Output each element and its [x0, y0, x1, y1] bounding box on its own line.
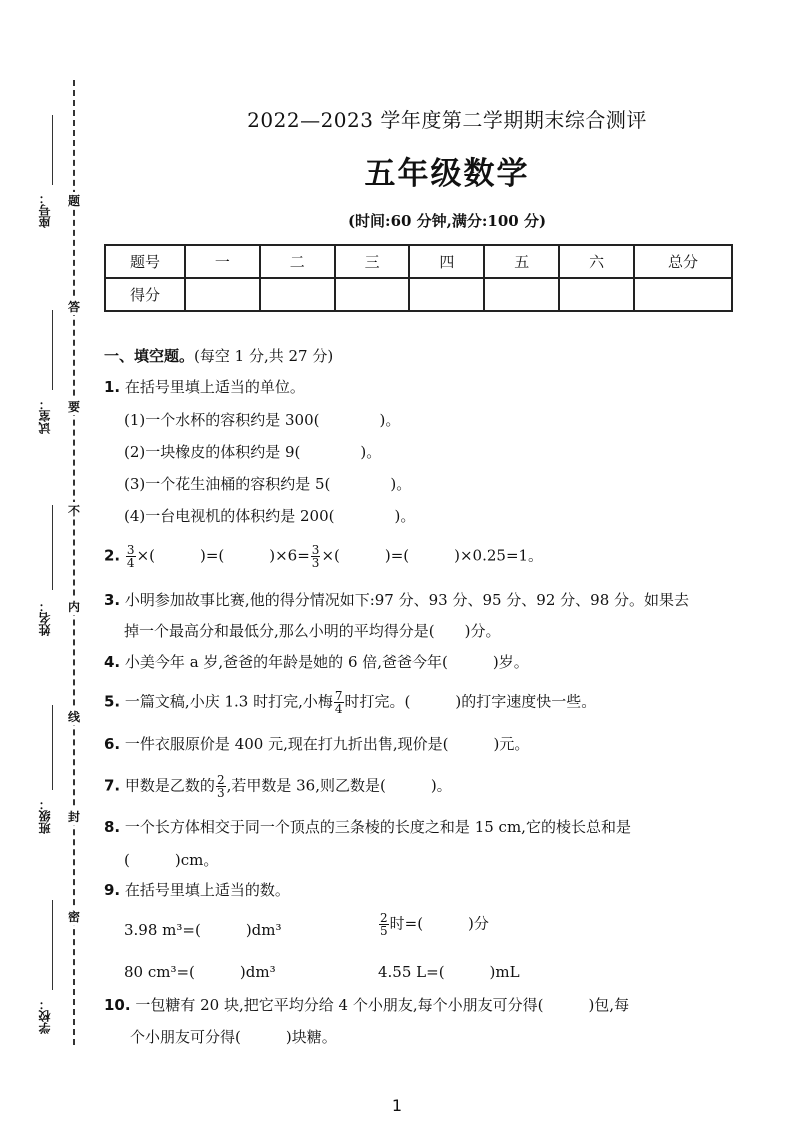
question-number: 8.: [104, 818, 121, 836]
question-text: ,若甲数是 36,则乙数是( )。: [226, 776, 452, 795]
question-text: 时=( )分: [389, 914, 489, 933]
score-cell: 三: [335, 245, 410, 278]
page-number: 1: [391, 1096, 403, 1115]
school-underline: [52, 900, 53, 990]
question-text: 甲数是乙数的: [124, 776, 215, 795]
question-number: 6.: [104, 735, 121, 753]
score-table-header-row: [105, 245, 732, 278]
question-10-line2[interactable]: 个小朋友可分得( )块糖。: [130, 1028, 337, 1046]
question-1-item[interactable]: (1)一个水杯的容积约是 300( )。: [124, 411, 401, 429]
fraction: $\frac{3}{4}$: [126, 543, 135, 570]
section-heading: [104, 346, 333, 366]
question-number: 4.: [104, 653, 121, 671]
score-input-cell[interactable]: [634, 278, 732, 311]
question-stem: 在括号里填上适当的单位。: [124, 378, 305, 396]
seat-number-label: 座号：: [38, 192, 52, 228]
question-3[interactable]: [104, 590, 689, 610]
fraction: $\frac{2}{3}$: [216, 773, 225, 800]
score-cell: 总分: [634, 245, 732, 278]
section-note: (每空 1 分,共 27 分): [194, 347, 334, 365]
question-7[interactable]: [104, 774, 452, 799]
seal-char: 线: [67, 710, 80, 724]
subject-title: 五年级数学: [364, 156, 530, 192]
name-underline: [52, 505, 53, 590]
seat-underline: [52, 115, 53, 185]
question-number: 3.: [104, 591, 121, 609]
class-underline: [52, 705, 53, 790]
score-table-score-row: [105, 278, 732, 311]
score-input-cell[interactable]: [484, 278, 559, 311]
school-label: 学校：: [38, 998, 52, 1034]
question-text: ×( )=( )×0.25=1。: [321, 546, 544, 565]
score-cell: 一: [185, 245, 260, 278]
fraction: $\frac{3}{3}$: [311, 543, 320, 570]
room-underline: [52, 310, 53, 390]
question-stem: 在括号里填上适当的数。: [124, 881, 290, 899]
question-1-item[interactable]: (3)一个花生油桶的容积约是 5( )。: [124, 475, 412, 493]
seal-dashed-line: [73, 80, 75, 1045]
question-8[interactable]: [104, 817, 631, 837]
question-number: 2.: [104, 546, 121, 565]
question-6[interactable]: [104, 734, 529, 754]
question-10[interactable]: [104, 995, 629, 1015]
score-input-cell[interactable]: [260, 278, 335, 311]
score-cell: 得分: [105, 278, 185, 311]
seal-char: 内: [67, 600, 80, 614]
section-title: 一、填空题。: [104, 347, 195, 365]
question-number: 5.: [104, 692, 121, 711]
question-text: 时打完。( )的打字速度快一些。: [344, 692, 597, 711]
question-1: [104, 377, 305, 397]
score-input-cell[interactable]: [559, 278, 634, 311]
score-cell: 四: [409, 245, 484, 278]
score-input-cell[interactable]: [335, 278, 410, 311]
question-4[interactable]: [104, 652, 529, 672]
question-9-d[interactable]: 4.55 L=( )mL: [378, 963, 520, 981]
exam-title: 2022—2023 学年度第二学期期末综合测评: [247, 108, 647, 132]
question-9: [104, 880, 290, 900]
question-text: 一件衣服原价是 400 元,现在打九折出售,现价是( )元。: [124, 735, 530, 753]
score-input-cell[interactable]: [409, 278, 484, 311]
question-text: 一包糖有 20 块,把它平均分给 4 个小朋友,每个小朋友可分得( )包,每: [135, 996, 630, 1014]
question-9-a[interactable]: 3.98 m³=( )dm³: [124, 921, 282, 939]
question-text: ×( )=( )×6=: [136, 546, 310, 565]
question-text: 一个长方体相交于同一个顶点的三条棱的长度之和是 15 cm,它的棱长总和是: [124, 818, 631, 836]
seal-char: 封: [67, 810, 80, 824]
binding-strip: [0, 80, 95, 1060]
score-input-cell[interactable]: [185, 278, 260, 311]
score-table: [104, 244, 733, 312]
score-cell: 五: [484, 245, 559, 278]
question-number: 1.: [104, 378, 121, 396]
seal-char: 密: [67, 910, 80, 924]
question-1-item[interactable]: (2)一块橡皮的体积约是 9( )。: [124, 443, 382, 461]
seal-char: 题: [67, 194, 80, 208]
name-label: 姓名：: [38, 600, 52, 636]
score-cell: 六: [559, 245, 634, 278]
question-number: 7.: [104, 776, 121, 795]
question-text: 小明参加故事比赛,他的得分情况如下:97 分、93 分、95 分、92 分、98 分。如果去: [124, 591, 690, 609]
seal-char: 答: [67, 300, 80, 314]
question-3-line2[interactable]: 掉一个最高分和最低分,那么小明的平均得分是( )分。: [124, 622, 501, 640]
class-label: 班级：: [38, 798, 52, 834]
score-cell: 题号: [105, 245, 185, 278]
fraction: $\frac{7}{4}$: [334, 689, 343, 716]
seal-char: 要: [67, 400, 80, 414]
question-9-c[interactable]: 80 cm³=( )dm³: [124, 963, 276, 981]
score-cell: 二: [260, 245, 335, 278]
room-label: 试室：: [38, 398, 52, 434]
question-8-line2[interactable]: ( )cm。: [124, 851, 219, 869]
question-1-item[interactable]: (4)一台电视机的体积约是 200( )。: [124, 507, 416, 525]
question-2[interactable]: [104, 544, 543, 569]
question-number: 9.: [104, 881, 121, 899]
fraction: $\frac{2}{5}$: [380, 911, 388, 938]
question-9-b[interactable]: [378, 912, 489, 937]
seal-char: 不: [67, 504, 80, 518]
question-5[interactable]: [104, 690, 596, 715]
question-text: 一篇文稿,小庆 1.3 时打完,小梅: [124, 692, 333, 711]
question-text: 小美今年 a 岁,爸爸的年龄是她的 6 倍,爸爸今年( )岁。: [124, 653, 529, 671]
question-number: 10.: [104, 996, 131, 1014]
exam-info: (时间:60 分钟,满分:100 分): [347, 212, 547, 230]
